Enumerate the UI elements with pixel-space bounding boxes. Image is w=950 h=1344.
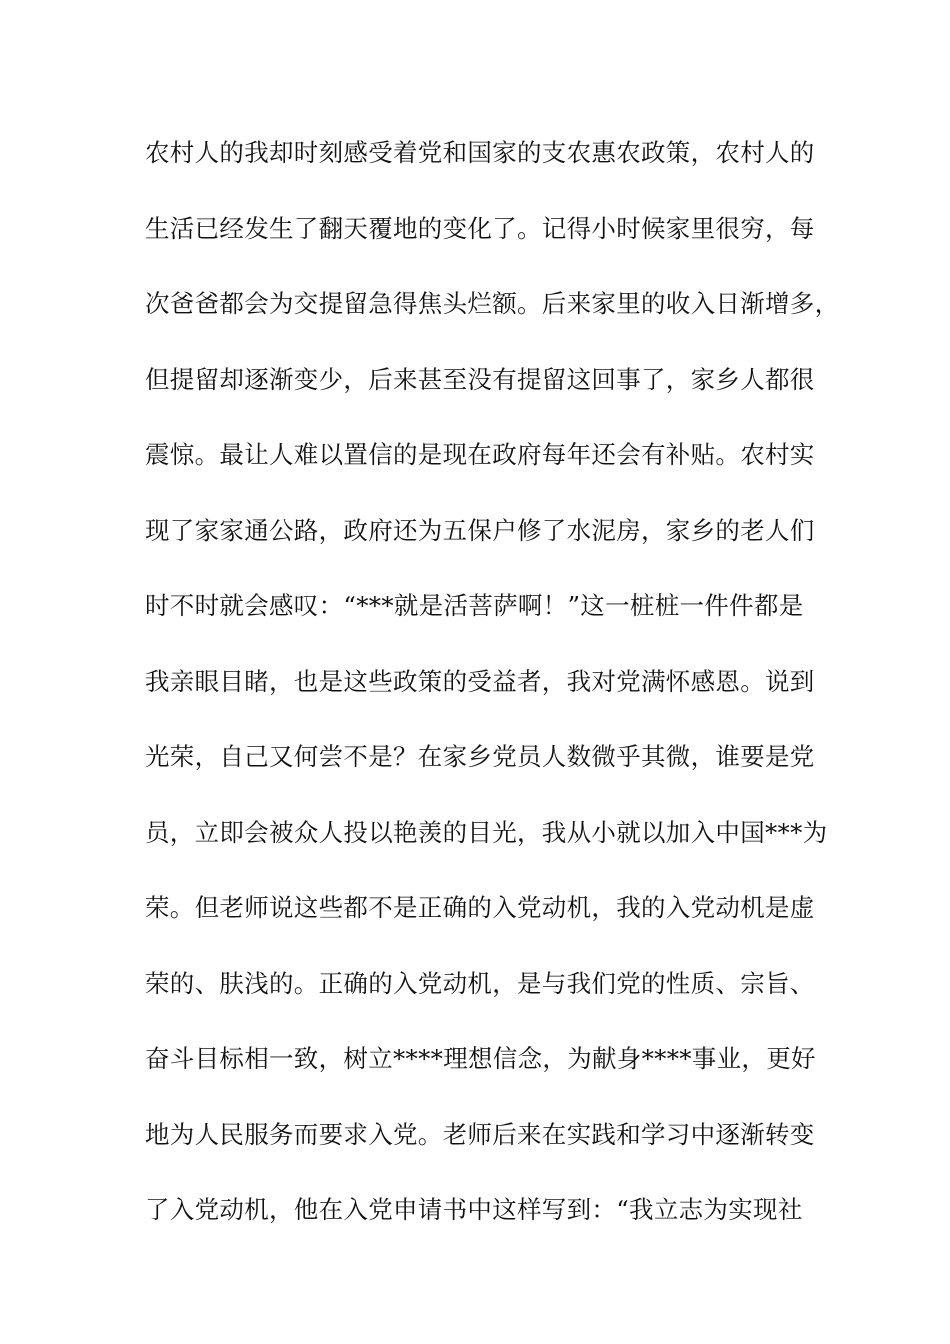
text-line: 了入党动机，他在入党申请书中这样写到：“我立志为实现社: [145, 1195, 803, 1224]
text-line: 荣。但老师说这些都不是正确的入党动机，我的入党动机是虚: [145, 893, 815, 922]
text-line: 次爸爸都会为交提留急得焦头烂额。后来家里的收入日渐增多，: [145, 289, 840, 318]
text-line: 地为人民服务而要求入党。老师后来在实践和学习中逐渐转变: [145, 1119, 815, 1149]
body-paragraph: [145, 128, 840, 1261]
text-line: 我亲眼目睹，也是这些政策的受益者，我对党满怀感恩。说到: [145, 666, 815, 696]
text-line: 荣的、肤浅的。正确的入党动机，是与我们党的性质、宗旨、: [145, 968, 815, 998]
text-line: 光荣，自己又何尝不是？在家乡党员人数微乎其微，谁要是党: [145, 742, 815, 771]
text-line: 奋斗目标相一致，树立****理想信念，为献身****事业，更好: [145, 1044, 816, 1073]
text-line: 现了家家通公路，政府还为五保户修了水泥房，家乡的老人们: [145, 515, 815, 545]
text-line: 时不时就会感叹：“***就是活菩萨啊！”这一桩桩一件件都是: [145, 591, 804, 620]
text-line: 震惊。最让人难以置信的是现在政府每年还会有补贴。农村实: [145, 440, 815, 469]
text-line: 员，立即会被众人投以艳羡的目光，我从小就以加入中国***为: [145, 817, 828, 847]
text-line: 但提留却逐渐变少，后来甚至没有提留这回事了，家乡人都很: [145, 364, 815, 394]
text-line: 生活已经发生了翻天覆地的变化了。记得小时候家里很穷，每: [145, 213, 815, 243]
text-line: 农村人的我却时刻感受着党和国家的支农惠农政策，农村人的: [145, 138, 815, 167]
